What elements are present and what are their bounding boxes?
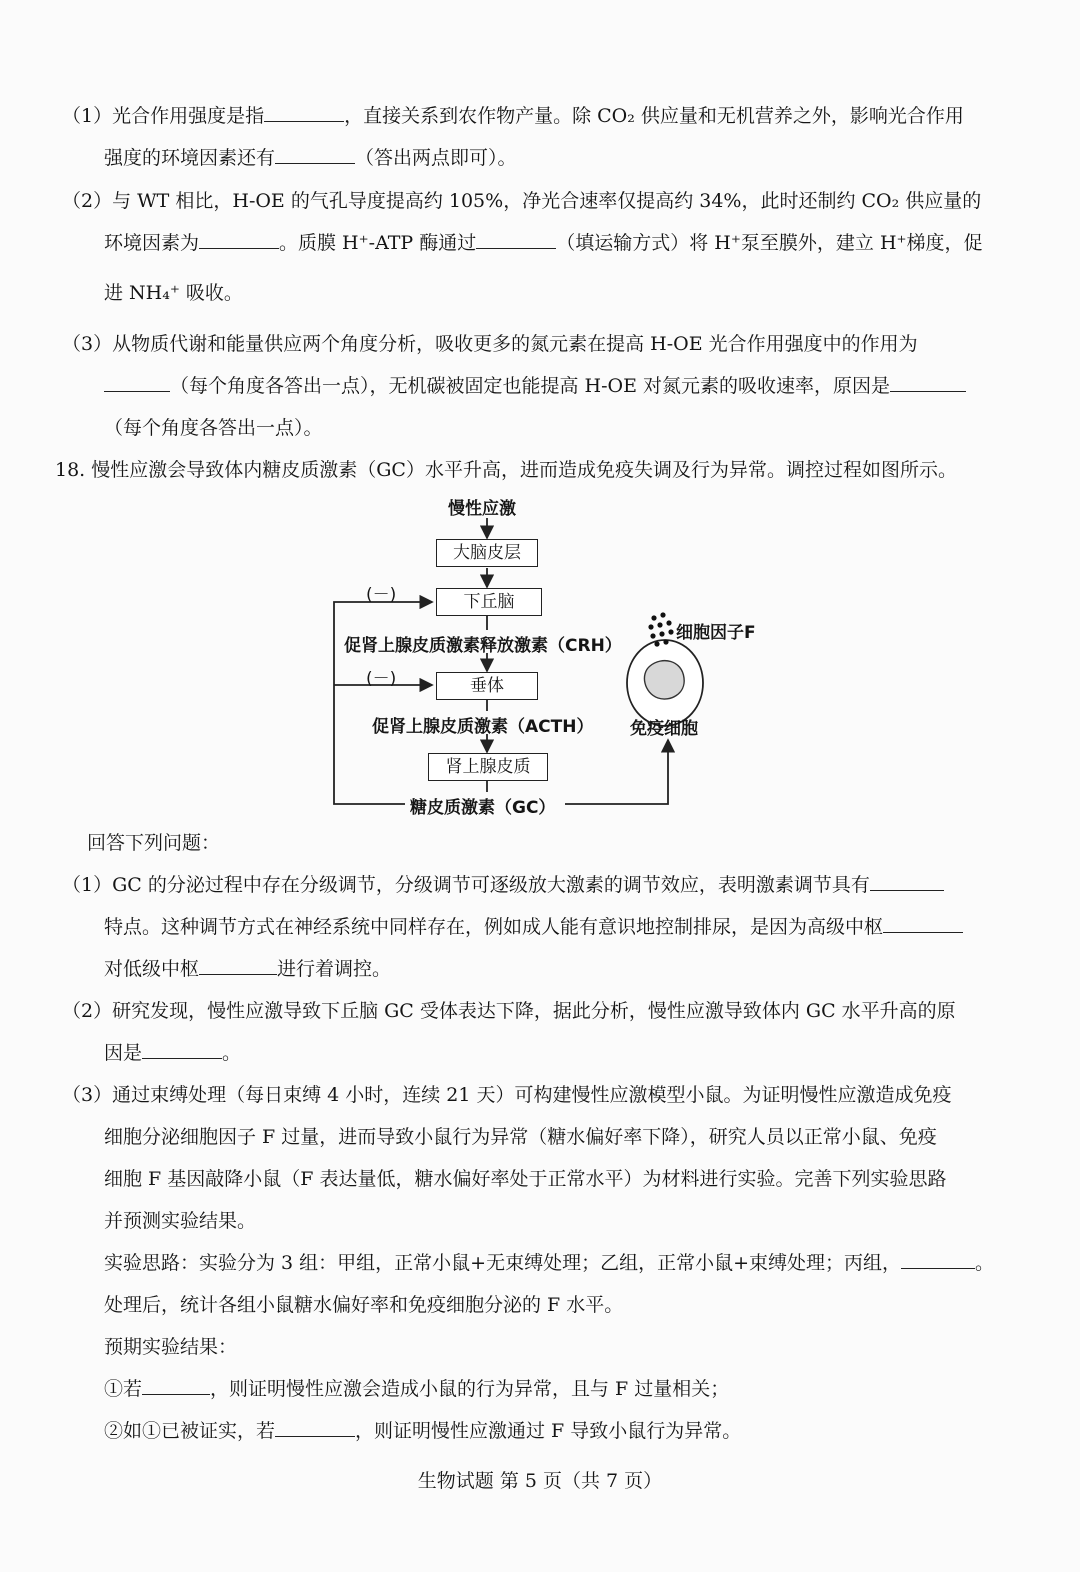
label-negative-feedback: (－): [366, 585, 397, 605]
q17-part1-line1: （1）光合作用强度是指 ，直接关系到农作物产量。除 CO₂ 供应量和无机营养之外，影响光合作用: [62, 105, 964, 127]
page-footer: 生物试题 第 5 页（共 7 页）: [417, 1470, 663, 1492]
q18-experiment-procedure: 处理后，统计各组小鼠糖水偏好率和免疫细胞分泌的 F 水平。: [104, 1294, 624, 1316]
label-gc: 糖皮质激素（GC）: [410, 798, 556, 818]
q17-part2-line2: 环境因素为 。质膜 H⁺-ATP 酶通过 （填运输方式）将 H⁺泵至膜外，建立 H⁺梯度，促: [104, 232, 983, 254]
label-negative-feedback: (－): [366, 669, 397, 689]
regulation-diagram: [320, 488, 756, 833]
label-acth: 促肾上腺皮质激素（ACTH）: [372, 717, 594, 737]
label-cytokine-f: 细胞因子F: [676, 623, 756, 643]
q17-part1-line2: 强度的环境因素还有 （答出两点即可）。: [104, 147, 517, 169]
arrow-gc-immune: [565, 740, 668, 804]
answer-blank[interactable]: [275, 1418, 355, 1437]
answer-blank[interactable]: [275, 145, 355, 164]
q18-part3-line4: 并预测实验结果。: [104, 1210, 257, 1232]
box-adrenal-cortex: 肾上腺皮质: [428, 753, 548, 781]
answer-blank[interactable]: [142, 1376, 210, 1395]
q18-experiment-design: 实验思路：实验分为 3 组：甲组，正常小鼠+无束缚处理；乙组，正常小鼠+束缚处理；丙组， 。: [104, 1252, 995, 1274]
q18-part1-line2: 特点。这种调节方式在神经系统中同样存在，例如成人能有意识地控制排尿，是因为高级中枢: [104, 914, 963, 940]
q18-part3-line1: （3）通过束缚处理（每日束缚 4 小时，连续 21 天）可构建慢性应激模型小鼠。为证明慢性应激造成免疫: [62, 1084, 952, 1106]
label-immune-cell: 免疫细胞: [630, 719, 698, 739]
q17-part3-line2: （每个角度各答出一点），无机碳被固定也能提高 H-OE 对氮元素的吸收速率，原因是: [104, 373, 966, 399]
answer-blank[interactable]: [883, 914, 963, 933]
q18-expected-results-title: 预期实验结果：: [104, 1336, 238, 1358]
box-pituitary: 垂体: [436, 672, 538, 700]
q18-result-2: ②如①已被证实，若 ，则证明慢性应激通过 F 导致小鼠行为异常。: [104, 1420, 742, 1442]
q18-stem: 18. 慢性应激会导致体内糖皮质激素（GC）水平升高，进而造成免疫失调及行为异常。调控过程如图所示。: [55, 459, 957, 481]
answer-blank[interactable]: [901, 1250, 975, 1269]
q17-part3-line3: （每个角度各答出一点）。: [104, 417, 323, 439]
answer-blank[interactable]: [476, 230, 556, 249]
answer-blank[interactable]: [870, 872, 944, 891]
answer-blank[interactable]: [199, 230, 279, 249]
label-crh: 促肾上腺皮质激素释放激素（CRH）: [344, 636, 622, 656]
q18-part1-line3: 对低级中枢 进行着调控。: [104, 958, 392, 980]
answer-blank[interactable]: [199, 956, 277, 975]
q18-part3-line3: 细胞 F 基因敲降小鼠（F 表达量低，糖水偏好率处于正常水平）为材料进行实验。完善下列实验思路: [104, 1168, 947, 1190]
q18-part2-line2: 因是 。: [104, 1042, 242, 1064]
q18-part1-line1: （1）GC 的分泌过程中存在分级调节，分级调节可逐级放大激素的调节效应，表明激素调节具有: [62, 872, 944, 898]
q18-part3-line2: 细胞分泌细胞因子 F 过量，进而导致小鼠行为异常（糖水偏好率下降），研究人员以正常小鼠、免疫: [104, 1126, 937, 1148]
immune-cell-nucleus: [644, 661, 684, 699]
answer-blank[interactable]: [142, 1040, 222, 1059]
answer-intro: 回答下列问题：: [87, 832, 221, 854]
q17-part2-line3: 进 NH₄⁺ 吸收。: [104, 282, 243, 304]
box-cerebral-cortex: 大脑皮层: [436, 539, 538, 567]
label-chronic-stress: 慢性应激: [448, 499, 516, 519]
q18-result-1: ①若 ，则证明慢性应激会造成小鼠的行为异常，且与 F 过量相关；: [104, 1378, 730, 1400]
q18-part2-line1: （2）研究发现，慢性应激导致下丘脑 GC 受体表达下降，据此分析，慢性应激导致体内 GC 水平升高的原: [62, 1000, 956, 1022]
q17-part2-line1: （2）与 WT 相比，H-OE 的气孔导度提高约 105%，净光合速率仅提高约 34%，此时还制约 CO₂ 供应量的: [62, 190, 982, 212]
q17-part3-line1: （3）从物质代谢和能量供应两个角度分析，吸收更多的氮元素在提高 H-OE 光合作用强度中的作用为: [62, 333, 918, 355]
answer-blank[interactable]: [890, 373, 966, 392]
answer-blank[interactable]: [104, 373, 170, 392]
answer-blank[interactable]: [264, 103, 344, 122]
box-hypothalamus: 下丘脑: [436, 588, 542, 616]
